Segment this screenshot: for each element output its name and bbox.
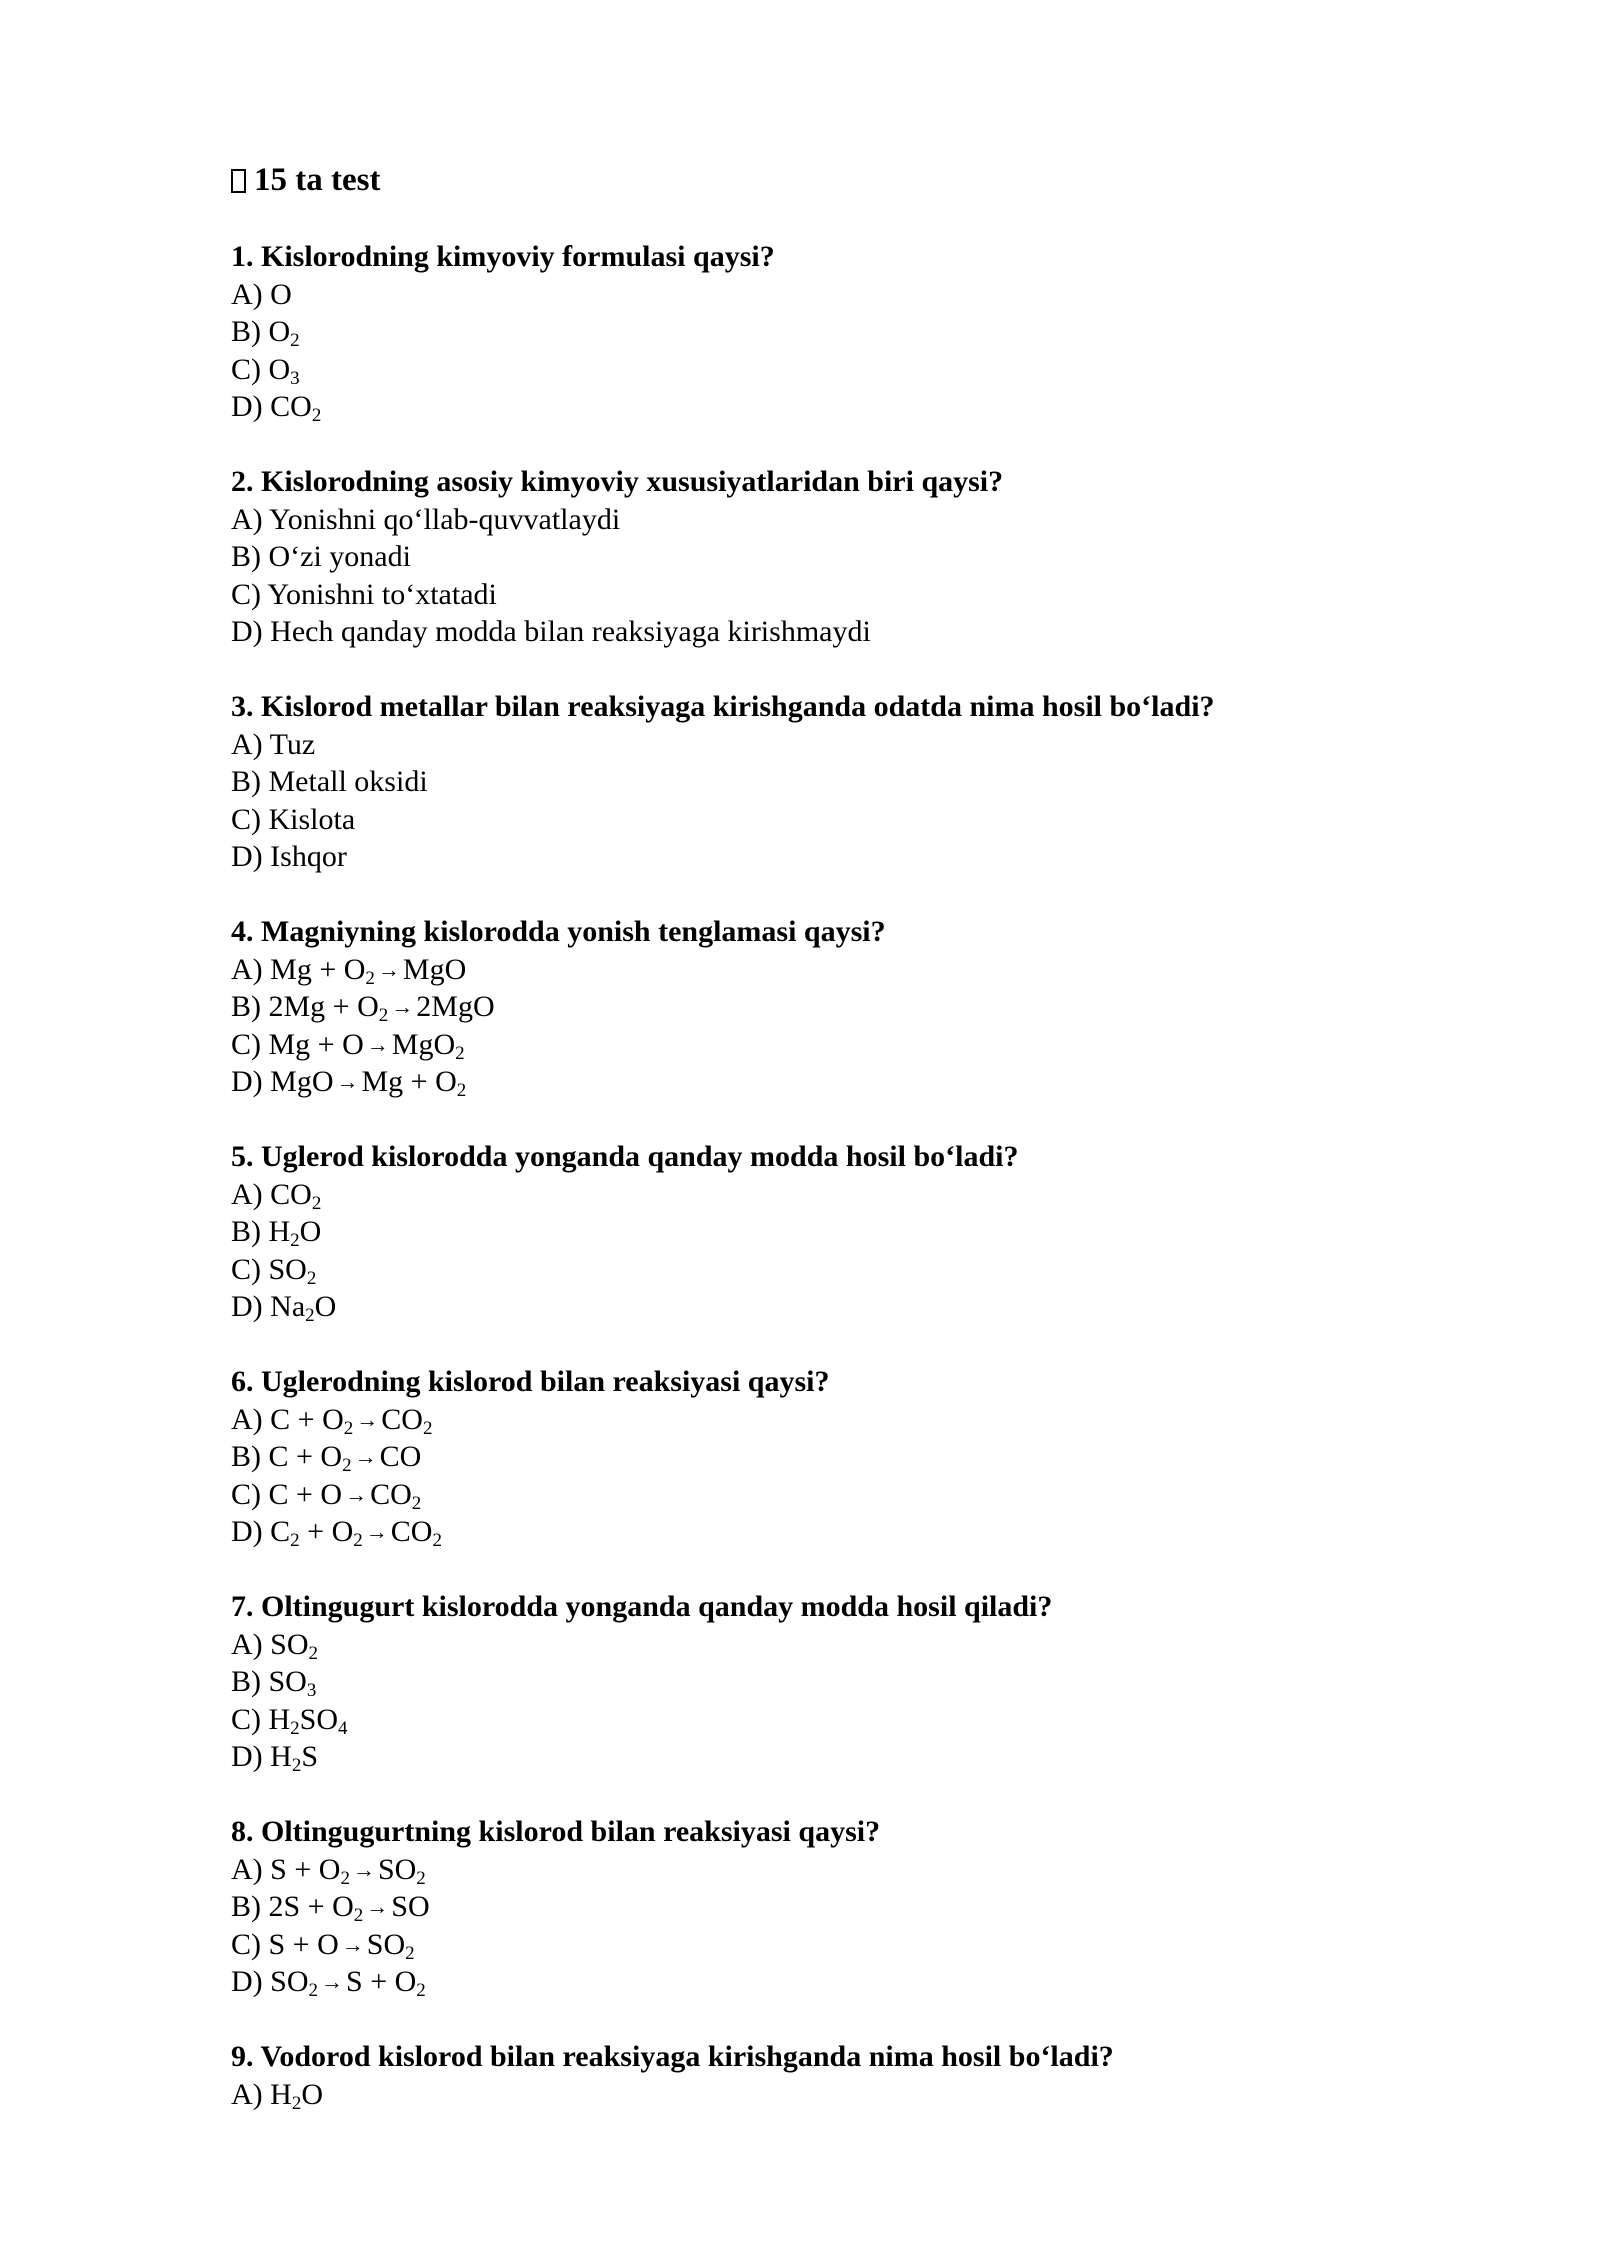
answer-option (231, 1738, 1411, 1776)
option-text: O (301, 2077, 323, 2111)
option-text: D) H (231, 1740, 292, 1773)
option-text: B) H (231, 1215, 291, 1248)
answer-option (231, 388, 1411, 426)
option-text: A) CO (231, 1177, 312, 1211)
option-text: D) C (231, 1515, 291, 1548)
question-block (231, 1138, 1411, 1326)
subscript: 2 (456, 1080, 467, 1101)
reaction-arrow: → (345, 1481, 368, 1507)
answer-option (231, 1438, 1411, 1476)
option-text: C) H (231, 1702, 291, 1736)
reaction-arrow: → (377, 956, 400, 982)
answer-option (231, 1851, 1411, 1889)
subscript: 2 (290, 1230, 300, 1251)
reaction-arrow: → (341, 1931, 364, 1957)
option-text: SO (377, 1852, 417, 1886)
option-text: + O (299, 1515, 354, 1548)
reaction-arrow: → (366, 1031, 389, 1057)
option-text: D) Na (231, 1290, 306, 1323)
option-text: O (299, 1215, 322, 1248)
option-text: CO (381, 1402, 423, 1436)
reaction-arrow: → (336, 1069, 359, 1094)
answer-option (231, 2076, 1411, 2114)
option-text: C) SO (231, 1252, 307, 1286)
reaction-arrow: → (354, 1444, 377, 1469)
answer-option (231, 1476, 1411, 1514)
answer-option (231, 801, 1411, 839)
subscript: 2 (405, 1942, 415, 1964)
question-block (231, 1813, 1411, 2001)
answer-option (231, 1513, 1411, 1551)
answer-option (231, 351, 1411, 389)
option-text: SO (391, 1890, 430, 1923)
subscript: 2 (311, 405, 322, 426)
option-text: O (314, 1290, 337, 1323)
subscript: 2 (340, 1867, 350, 1889)
option-text: SO (366, 1927, 406, 1961)
subscript: 2 (343, 1417, 354, 1439)
option-text: A) S + O (231, 1852, 341, 1886)
subscript: 2 (306, 1267, 317, 1289)
question-text: 4. Magniyning kislorodda yonish tenglamasi qaysi? (231, 915, 886, 948)
question-block (231, 238, 1411, 426)
option-text: D) Hech qanday modda bilan reaksiyaga kirishmaydi (231, 615, 871, 648)
option-text: B) SO (231, 1665, 307, 1698)
option-text: A) C + O (231, 1402, 344, 1436)
reaction-arrow: → (366, 1894, 389, 1919)
subscript: 3 (290, 367, 300, 389)
reaction-arrow: → (352, 1856, 375, 1882)
question-block (231, 1363, 1411, 1551)
subscript: 4 (338, 1717, 348, 1739)
answer-option (231, 763, 1411, 801)
subscript: 2 (290, 1530, 300, 1551)
question-text: 6. Uglerodning kislorod bilan reaksiyasi qaysi? (231, 1365, 830, 1398)
document-title-text: 15 ta test (254, 162, 381, 198)
option-text: MgO (402, 952, 467, 986)
box-glyph-icon (231, 169, 246, 193)
answer-option (231, 1888, 1411, 1926)
answer-option (231, 276, 1411, 314)
option-text: C) Yonishni to‘xtatadi (231, 577, 497, 611)
answer-option (231, 538, 1411, 576)
answer-option (231, 1663, 1411, 1701)
subscript: 2 (416, 1867, 426, 1889)
answer-option (231, 501, 1411, 539)
question-text: 3. Kislorod metallar bilan reaksiyaga kirishganda odatda nima hosil bo‘ladi? (231, 690, 1215, 723)
option-text: B) Metall oksidi (231, 765, 428, 798)
option-text: Mg + O (361, 1065, 457, 1098)
subscript: 2 (305, 1305, 315, 1326)
subscript: 2 (353, 1905, 364, 1926)
option-text: 2MgO (416, 990, 495, 1023)
subscript: 2 (416, 1980, 426, 2001)
subscript: 2 (311, 1192, 322, 1214)
subscript: 2 (291, 1755, 302, 1776)
document-body (231, 158, 1411, 2151)
option-text: CO (379, 1440, 422, 1473)
answer-option (231, 313, 1411, 351)
answer-option (231, 951, 1411, 989)
question-block (231, 1588, 1411, 1776)
answer-option (231, 1401, 1411, 1439)
option-text: S (301, 1740, 319, 1773)
option-text: A) SO (231, 1627, 309, 1661)
reaction-arrow: → (391, 994, 414, 1019)
answer-option (231, 613, 1411, 651)
answer-option (231, 1701, 1411, 1739)
subscript: 2 (365, 967, 375, 989)
option-text: A) Yonishni qo‘llab-quvvatlaydi (231, 502, 621, 536)
option-text: C) C + O (231, 1477, 343, 1511)
option-text: A) Tuz (231, 727, 316, 761)
subscript: 2 (290, 330, 300, 351)
answer-option (231, 1063, 1411, 1101)
answer-option (231, 1963, 1411, 2001)
option-text: CO (390, 1515, 433, 1548)
option-text: A) H (231, 2077, 292, 2111)
question-block (231, 2038, 1411, 2113)
question-text: 9. Vodorod kislorod bilan reaksiyaga kirishganda nima hosil bo‘ladi? (231, 2040, 1114, 2073)
question-list (231, 238, 1411, 2113)
option-text: B) 2S + O (231, 1890, 354, 1923)
reaction-arrow: → (365, 1519, 388, 1544)
option-text: C) Kislota (231, 802, 356, 836)
question-text: 1. Kislorodning kimyoviy formulasi qaysi? (231, 240, 775, 273)
answer-option (231, 1288, 1411, 1326)
option-text: A) O (231, 277, 292, 311)
subscript: 2 (308, 1642, 319, 1664)
option-text: C) S + O (231, 1927, 339, 1961)
subscript: 2 (342, 1455, 352, 1476)
option-text: MgO (391, 1027, 456, 1061)
answer-option (231, 1926, 1411, 1964)
option-text: D) CO (231, 390, 312, 423)
subscript: 2 (291, 2092, 302, 2114)
subscript: 3 (306, 1680, 317, 1701)
option-text: C) Mg + O (231, 1027, 364, 1061)
question-text: 5. Uglerod kislorodda yonganda qanday modda hosil bo‘ladi? (231, 1140, 1019, 1173)
question-block (231, 913, 1411, 1101)
option-text: B) C + O (231, 1440, 343, 1473)
answer-option (231, 576, 1411, 614)
answer-option (231, 1026, 1411, 1064)
subscript: 2 (378, 1005, 389, 1026)
question-text: 2. Kislorodning asosiy kimyoviy xususiyatlaridan biri qaysi? (231, 465, 1004, 498)
option-text: B) 2Mg + O (231, 990, 379, 1023)
option-text: S + O (346, 1965, 417, 1998)
reaction-arrow: → (356, 1406, 379, 1432)
option-text: C) O (231, 352, 291, 386)
answer-option (231, 1176, 1411, 1214)
option-text: CO (370, 1477, 412, 1511)
option-text: B) O‘zi yonadi (231, 540, 411, 573)
subscript: 2 (422, 1417, 433, 1439)
question-block (231, 688, 1411, 876)
subscript: 2 (353, 1530, 363, 1551)
subscript: 2 (432, 1530, 442, 1551)
option-text: B) O (231, 315, 291, 348)
answer-option (231, 1213, 1411, 1251)
answer-option (231, 1251, 1411, 1289)
option-text: D) Ishqor (231, 840, 347, 873)
subscript: 2 (308, 1980, 319, 2001)
option-text: A) Mg + O (231, 952, 366, 986)
reaction-arrow: → (321, 1969, 344, 1994)
document-title (231, 158, 1411, 202)
question-block (231, 463, 1411, 651)
answer-option (231, 1626, 1411, 1664)
answer-option (231, 726, 1411, 764)
option-text: SO (299, 1702, 339, 1736)
subscript: 2 (411, 1492, 422, 1514)
option-text: D) MgO (231, 1065, 334, 1098)
option-text: D) SO (231, 1965, 309, 1998)
question-text: 7. Oltingugurt kislorodda yonganda qanday modda hosil qiladi? (231, 1590, 1053, 1623)
answer-option (231, 838, 1411, 876)
answer-option (231, 988, 1411, 1026)
subscript: 2 (290, 1717, 300, 1739)
subscript: 2 (455, 1042, 465, 1064)
question-text: 8. Oltingugurtning kislorod bilan reaksiyasi qaysi? (231, 1815, 881, 1848)
